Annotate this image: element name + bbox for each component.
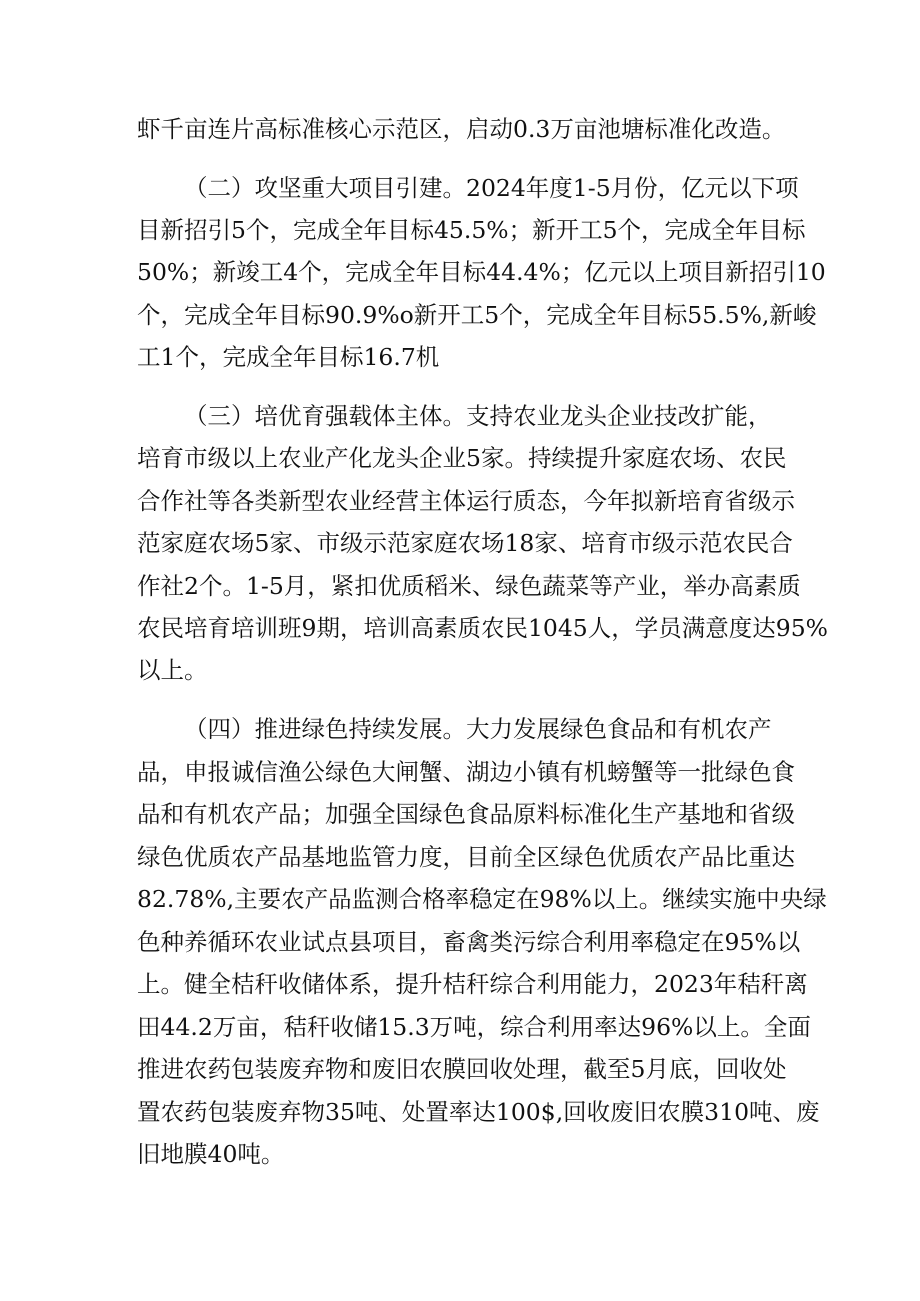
text-line (0, 920, 920, 964)
text-line-content: （四）推进绿色持续发展。大力发展绿色食品和有机农产 (184, 715, 772, 743)
text-line-content: 虾千亩连片高标准核心示范区，启动0.3万亩池塘标准化改造。 (137, 115, 786, 143)
text-line (0, 394, 920, 438)
text-line (0, 750, 920, 794)
text-line (0, 208, 920, 252)
text-line (0, 648, 920, 692)
text-line (0, 564, 920, 608)
text-line-content: 色种养循环农业试点县项目，畜禽类污综合利用率稳定在95%以 (137, 928, 801, 956)
text-line (0, 1005, 920, 1049)
text-line (0, 1090, 920, 1134)
text-line-content: 推进农药包装废弃物和废旧农膜回收处理，截至5月底，回收处 (137, 1055, 787, 1083)
text-line-content: 工1个，完成全年目标16.7机 (137, 343, 440, 371)
text-line-content: 绿色优质农产品基地监管力度，目前全区绿色优质农产品比重达 (137, 843, 795, 871)
text-line-content: （二）攻坚重大项目引建。2024年度1-5月份，亿元以下项 (184, 174, 799, 202)
text-line (0, 166, 920, 210)
text-line-content: 个，完成全年目标90.9%o新开工5个，完成全年目标55.5%,新峻 (137, 301, 817, 329)
text-line-content: 作社2个。1-5月，紧扣优质稻米、绿色蔬菜等产业，举办高素质 (137, 572, 801, 600)
text-line (0, 707, 920, 751)
text-line (0, 962, 920, 1006)
text-line-content: 50%；新竣工4个，完成全年目标44.4%；亿元以上项目新招引10 (137, 258, 826, 286)
text-line (0, 335, 920, 379)
text-line-content: 农民培育培训班9期，培训高素质农民1045人，学员满意度达95% (137, 614, 828, 642)
text-line (0, 250, 920, 294)
text-line-content: 品，申报诚信渔公绿色大闸蟹、湖边小镇有机螃蟹等一批绿色食 (137, 758, 795, 786)
text-line-content: 合作社等各类新型农业经营主体运行质态，今年拟新培育省级示 (137, 487, 795, 515)
text-line (0, 606, 920, 650)
text-line (0, 521, 920, 565)
text-line (0, 1047, 920, 1091)
text-line-content: 田44.2万亩，秸秆收储15.3万吨，综合利用率达96%以上。全面 (137, 1013, 811, 1041)
text-line-content: （三）培优育强载体主体。支持农业龙头企业技改扩能， (184, 402, 772, 430)
text-line (0, 1132, 920, 1176)
text-line (0, 792, 920, 836)
text-line (0, 436, 920, 480)
text-line-content: 旧地膜40吨。 (137, 1140, 285, 1168)
text-line (0, 479, 920, 523)
text-line-content: 82.78%,主要农产品监测合格率稳定在98%以上。继续实施中央绿 (137, 885, 827, 913)
text-line (0, 835, 920, 879)
text-line (0, 107, 920, 151)
text-line-content: 置农药包装废弃物35吨、处置率达100$,回收废旧农膜310吨、废 (137, 1098, 820, 1126)
text-line-content: 培育市级以上农业产化龙头企业5家。持续提升家庭农场、农民 (137, 444, 787, 472)
text-line-content: 范家庭农场5家、市级示范家庭农场18家、培育市级示范农民合 (137, 529, 793, 557)
text-line-content: 上。健全桔秆收储体系，提升桔秆综合利用能力，2023年秸秆离 (137, 970, 808, 998)
text-line-content: 目新招引5个，完成全年目标45.5%；新开工5个，完成全年目标 (137, 216, 806, 244)
text-line (0, 877, 920, 921)
text-line-content: 品和有机农产品；加强全国绿色食品原料标准化生产基地和省级 (137, 800, 795, 828)
text-line (0, 293, 920, 337)
text-line-content: 以上。 (137, 656, 208, 684)
